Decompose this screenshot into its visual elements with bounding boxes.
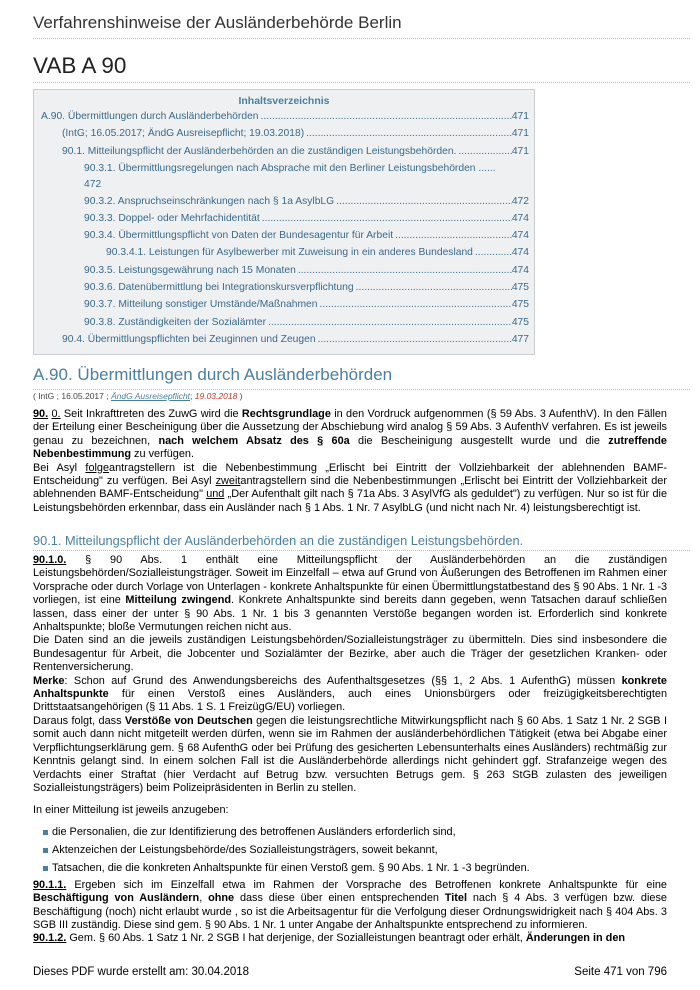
running-header: Verfahrenshinweise der Ausländerbehörde Berlin (33, 13, 402, 32)
list-item: die Personalien, die zur Identifizierung des betroffenen Ausländers erforderlich sind, (43, 826, 456, 839)
toc-entry-text: 90.3.8. Zuständigkeiten der Sozialämter (84, 317, 267, 328)
section-heading-a90: A.90. Übermittlungen durch Ausländerbehörden (33, 365, 393, 384)
toc-entry[interactable] (106, 246, 529, 259)
toc-entry-text: 90.3.4. Übermittlungspflicht von Daten der Bundesagentur für Arbeit (84, 230, 394, 241)
paragraph-90-1-0: 90.1.0. § 90 Abs. 1 enthält eine Mitteilungspflicht der Ausländerbehörden an die zuständigen Leistungsbehörden/Sozialleistungsträger. Soweit im Einzelfall – etwa auf Grund von Äußerungen des Betroffenen im Rahmen einer Vorsprache oder durch Vorlage von Unterlagen - konkrete Anhaltspunkte für einen Übermittlungstatbestand des § 90 Abs. 1 Nr. 1 -3 vorliegen, ist eine Mitteilung zwingend. Konkrete Anhaltspunkte sind bereits dann gegeben, wenn Tatsachen darauf schließen lassen, dass einer der unter § 90 Abs. 1 Nr. 1 bis 3 genannten Verstöße begangen worden ist. Erforderlich sind konkrete Anhaltspunkte; bloße Vermutungen reichen nicht aus. Die Daten sind an die jeweils zuständigen Leistungsbehörden/Sozialleistungsträger zu übermitteln. Dies sind insbesondere die Bundesagentur für Arbeit, die Jobcenter und Sozialämter der Bezirke, aber auch die Träger der gesetzlichen Kranken- oder Rentenversicherung. Merke: Schon auf Grund des Anwendungsbereichs des Aufenthaltsgesetzes (§§ 1, 2 Abs. 1 AufenthG) müssen konkrete Anhaltspunkte für einen Verstoß eines Ausländers, auch eines Unionsbürgers oder freizügigkeitsberechtigten Drittstaatsangehörigen (§ 11 Abs. 1 S. 1 FreizügG/EU) vorliegen. Daraus folgt, dass Verstöße von Deutschen gegen die leistungsrechtliche Mitwirkungspflicht nach § 60 Abs. 1 Satz 1 Nr. 2 SGB I somit auch dann nicht mitgeteilt werden dürfen, wenn sie im Rahmen der ausländerbehördlichen Tätigkeit (etwa bei Abgabe einer Verpflichtungserklärung gem. § 68 AufenthG oder bei Prüfung des gesicherten Lebensunterhalts eines Ausländers) rechtmäßig zur Kenntnis gelangt sind. In einem solchen Fall ist die Ausländerbehörde allerdings nicht gehindert ggf. Strafanzeige wegen des Verdachts einer Straftat (hier Verdacht auf Betrug bzw. versuchten Betrugs gem. § 263 StGB zulasten des jeweiligen Sozialleistungsträgers) beim Polizeipräsidenten in Berlin zu stellen. (33, 554, 667, 794)
toc-entry-page: 471 (511, 111, 529, 122)
toc-entry[interactable] (62, 127, 529, 140)
toc-entry-page: 472 (511, 196, 529, 207)
toc-entry[interactable] (84, 195, 529, 208)
toc-entry[interactable] (84, 162, 529, 191)
toc-entry[interactable] (84, 212, 529, 225)
list-intro: In einer Mitteilung ist jeweils anzugeben: (33, 804, 229, 816)
toc-entry-text: 90.3.1. Übermittlungsregelungen nach Absprache mit den Berliner Leistungsbehörden ...... (84, 163, 496, 174)
toc-entry-text: 90.3.5. Leistungsgewährung nach 15 Monaten (84, 265, 296, 276)
toc-entry-text: (IntG; 16.05.2017; ÄndG Ausreisepflicht; 19.03.2018) (62, 128, 305, 139)
amendment-date: 19.03.2018 (194, 391, 238, 401)
paragraph-90-1-2: 90.1.2. Gem. § 60 Abs. 1 Satz 1 Nr. 2 SGB I hat derjenige, der Sozialleistungen beantragt oder erhält, Änderungen in den (33, 932, 626, 944)
toc-entry-page: 474 (511, 247, 529, 258)
toc-entry[interactable] (62, 333, 529, 346)
footer-created-date: Dieses PDF wurde erstellt am: 30.04.2018 (33, 966, 250, 978)
bullet-square-icon (43, 848, 48, 853)
toc-entry-page: 477 (511, 334, 529, 345)
paragraph-ref[interactable]: 90.1.2. (33, 932, 67, 944)
toc-entry-page: 475 (511, 317, 529, 328)
toc-entry[interactable] (84, 264, 529, 277)
toc-entry-page: 474 (511, 265, 529, 276)
section-heading-90-1: 90.1. Mitteilungspflicht der Ausländerbehörden an die zuständigen Leistungsbehörden. (33, 533, 524, 548)
section-divider (33, 389, 690, 390)
paragraph-90-1-1: 90.1.1. Ergeben sich im Einzelfall etwa im Rahmen der Vorsprache des Betroffenen konkrete Anhaltspunkte für eine Beschäftigung von Ausländern, ohne dass diese über einen entsprechenden Titel nach § 4 Abs. 3 verfügen bzw. diese Beschäftigung (noch) nicht erlaubt wurde , so ist die Arbeitsagentur für die Verfolgung dieser Ordnungswidrigkeit nach § 404 Abs. 3 SGB III zuständig. Diese sind gem. § 90 Abs. 1 Nr. 1 unter Angabe der Anhaltspunkte entsprechend zu informieren. (33, 879, 667, 932)
list-item: Aktenzeichen der Leistungsbehörde/des Sozialleistungsträgers, soweit bekannt, (43, 844, 438, 857)
paragraph-ref[interactable]: 90.1.0. (33, 554, 67, 566)
toc-entry-page: 472 (84, 179, 102, 190)
section-meta: ( IntG ; 16.05.2017 ; ÄndG Ausreisepflicht; 19.03.2018 ) (33, 391, 243, 401)
table-of-contents (33, 89, 535, 355)
paragraph-ref[interactable]: 90. (33, 408, 49, 420)
toc-entry-page: 474 (511, 213, 529, 224)
toc-entry[interactable] (84, 229, 529, 242)
toc-entry-text: 90.3.7. Mitteilung sonstiger Umstände/Maßnahmen (84, 299, 318, 310)
toc-entry-text: 90.3.2. Anspruchseinschränkungen nach § 1a AsylbLG (84, 196, 335, 207)
toc-entry-text: 90.4. Übermittlungspflichten bei Zeuginnen und Zeugen (62, 334, 316, 345)
list-item: Tatsachen, die die konkreten Anhaltspunkte für einen Verstoß gem. § 90 Abs. 1 Nr. 1 -3 begründen. (43, 862, 530, 875)
toc-title: Inhaltsverzeichnis (238, 95, 330, 107)
toc-entry-text: 90.3.4.1. Leistungen für Asylbewerber mit Zuweisung in ein anderes Bundesland (106, 247, 473, 258)
toc-entry[interactable] (84, 281, 529, 294)
paragraph-90-0: 90. 0. Seit Inkrafttreten des ZuwG wird die Rechtsgrundlage in den Vordruck aufgenommen (§ 59 Abs. 3 AufenthV). In den Fällen der Erteilung einer Bescheinigung über die Aussetzung der Abschiebung wird analog § 59 Abs. 3 AufenthV verfahren. Es ist jeweils genau zu bezeichnen, nach welchem Absatz des § 60a die Bescheinigung ausgestellt wurde und die zutreffende Nebenbestimmung zu verfügen. Bei Asyl folgeantragstellern ist die Nebenbestimmung „Erlischt bei Eintritt der Vollziehbarkeit der ablehnenden BAMF-Entscheidung" zu verfügen. Bei Asyl zweitantragstellern sind die Nebenbestimmungen „Erlischt bei Eintritt der Vollziehbarkeit der ablehnenden BAMF-Entscheidung" und „Der Aufenthalt gilt nach § 71a Abs. 3 AsylVfG als geduldet") zu verfügen. Nur so ist für die Leistungsbehörden erkennbar, dass ein Ausländer nach § 1 Abs. 1 Nr. 7 AsylbLG (und nicht nach Nr. 4) leistungsberechtigt ist. (33, 408, 668, 514)
amendment-link[interactable]: ÄndG Ausreisepflicht (110, 391, 191, 401)
bullet-square-icon (43, 830, 48, 835)
bullet-square-icon (43, 866, 48, 871)
section-divider (33, 550, 690, 551)
header-divider (33, 38, 690, 39)
title-divider (33, 82, 690, 83)
toc-entry[interactable] (62, 145, 529, 158)
toc-entry[interactable] (84, 298, 529, 311)
toc-entry-text: 90.3.6. Datenübermittlung bei Integrationskursverpflichtung (84, 282, 354, 293)
toc-entry-page: 475 (511, 282, 529, 293)
toc-entry-page: 471 (511, 146, 529, 157)
toc-entry-page: 474 (511, 230, 529, 241)
toc-entry-text: A.90. Übermittlungen durch Ausländerbehörden (41, 111, 259, 122)
toc-entry-text: 90.3.3. Doppel- oder Mehrfachidentität (84, 213, 260, 224)
toc-entry-page: 475 (511, 299, 529, 310)
footer-page-number: Seite 471 von 796 (574, 966, 667, 978)
paragraph-ref[interactable]: 90.1.1. (33, 879, 67, 891)
toc-entry-text: 90.1. Mitteilungspflicht der Ausländerbehörden an die zuständigen Leistungsbehörden. (62, 146, 457, 157)
toc-entry[interactable] (41, 110, 529, 123)
toc-entry[interactable] (84, 316, 529, 329)
toc-entry-page: 471 (511, 128, 529, 139)
document-title: VAB A 90 (33, 53, 127, 78)
